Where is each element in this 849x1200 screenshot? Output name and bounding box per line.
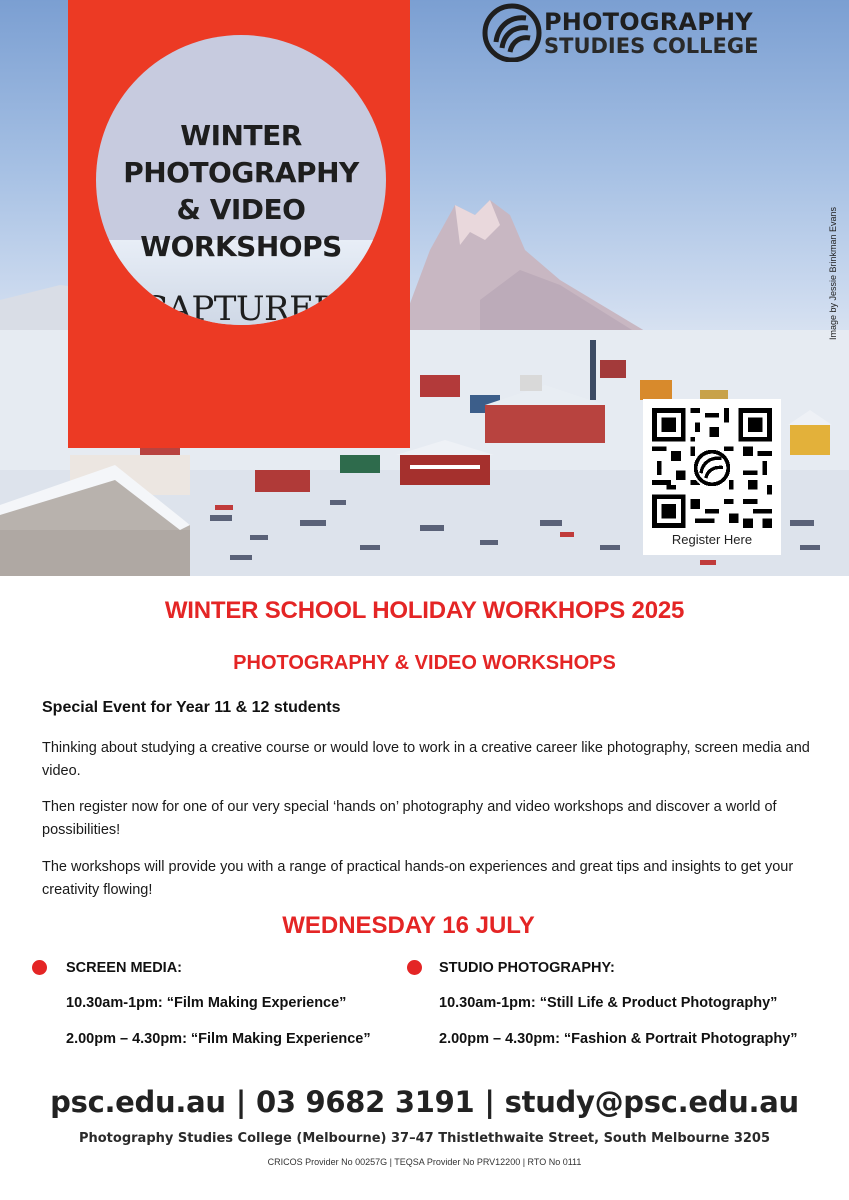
bullet-dot-icon	[407, 960, 422, 975]
session-time: 10.30am-1pm: “Film Making Experience”	[66, 995, 347, 1011]
hero-image	[0, 0, 849, 576]
separator: |	[235, 1085, 246, 1119]
website-link[interactable]: psc.edu.au	[50, 1085, 226, 1119]
logo-line-1: PHOTOGRAPHY	[544, 8, 753, 36]
circle-subtitle: CAPTURED	[141, 289, 341, 325]
session-time: 2.00pm – 4.30pm: “Film Making Experience”	[66, 1031, 371, 1047]
circle-title-line: PHOTOGRAPHY	[123, 156, 359, 189]
provider-registration: CRICOS Provider No 00257G | TEQSA Provider No PRV12200 | RTO No 0111	[267, 1157, 582, 1167]
email-link[interactable]: study@psc.edu.au	[504, 1085, 799, 1119]
college-logo	[482, 2, 812, 64]
event-date: WEDNESDAY 16 JULY	[282, 912, 535, 939]
circle-title-line: WINTER	[180, 119, 302, 152]
register-here-label[interactable]: Register Here	[671, 532, 753, 547]
special-event-heading: Special Event for Year 11 & 12 students	[42, 699, 341, 716]
intro-paragraph: Thinking about studying a creative course or would love to work in a creative career like photography, screen media and video.	[42, 740, 810, 779]
register-paragraph: Then register now for one of our very special ‘hands on’ photography and video workshops and discover a world of possibilities!	[42, 799, 777, 838]
sub-headline: PHOTOGRAPHY & VIDEO WORKSHOPS	[233, 652, 616, 674]
bullet-dot-icon	[32, 960, 47, 975]
session-title: STUDIO PHOTOGRAPHY:	[439, 960, 615, 976]
main-headline: WINTER SCHOOL HOLIDAY WORKHOPS 2025	[164, 597, 685, 624]
session-title: SCREEN MEDIA:	[66, 960, 183, 976]
separator: |	[484, 1085, 495, 1119]
logo-line-2: STUDIES COLLEGE	[544, 34, 759, 58]
session-time: 2.00pm – 4.30pm: “Fashion & Portrait Photography”	[439, 1031, 798, 1047]
qr-code-icon[interactable]	[652, 408, 772, 528]
circle-title	[96, 117, 386, 265]
photo-credit: Image by Jessie Brinkman Evans	[828, 206, 838, 340]
circle-title-line: WORKSHOPS	[140, 230, 342, 263]
phone-number[interactable]: 03 9682 3191	[256, 1085, 475, 1119]
aperture-logo-icon	[482, 2, 542, 62]
register-qr-card[interactable]	[643, 399, 781, 555]
benefits-paragraph: The workshops will provide you with a range of practical hands-on experiences and great tips and insights to get your creativity flowing!	[42, 859, 794, 898]
title-circle	[96, 35, 386, 325]
session-time: 10.30am-1pm: “Still Life & Product Photography”	[439, 995, 778, 1011]
circle-title-line: & VIDEO	[176, 193, 306, 226]
contact-line	[0, 1085, 849, 1119]
college-address: Photography Studies College (Melbourne) 37–47 Thistlethwaite Street, South Melbourne 3205	[78, 1131, 771, 1146]
